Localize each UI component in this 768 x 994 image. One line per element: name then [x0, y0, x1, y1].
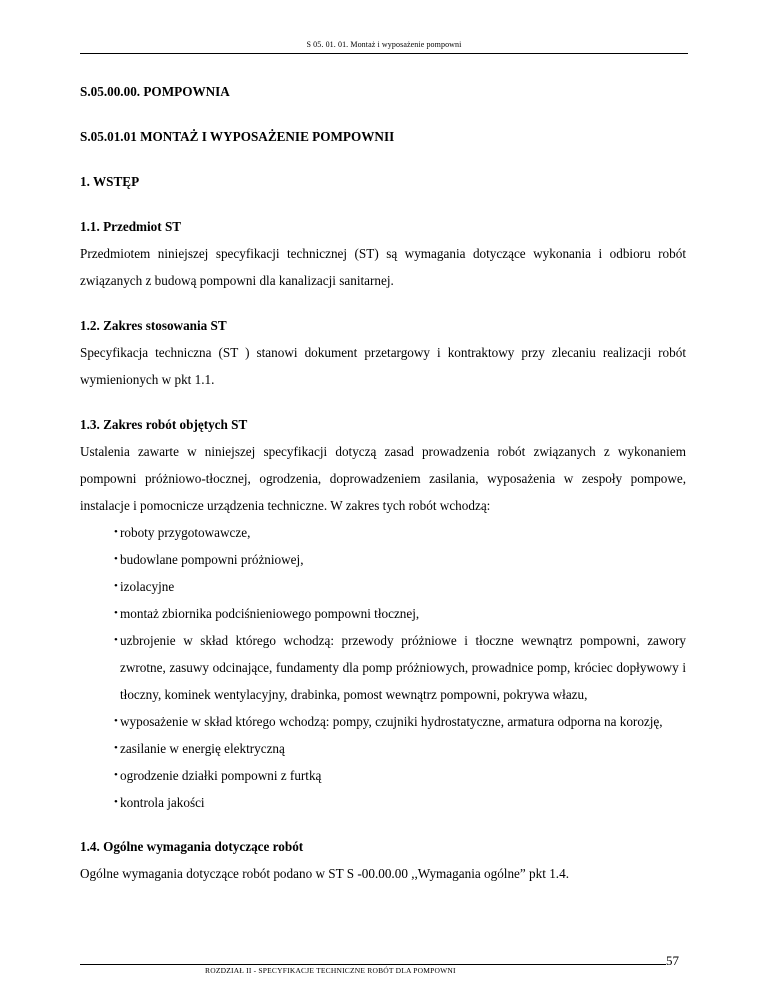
list-item: • roboty przygotowawcze,	[80, 519, 686, 546]
bullet-icon: •	[114, 526, 118, 538]
section-1-2-heading: 1.2. Zakres stosowania ST	[80, 318, 227, 333]
list-item: • zasilanie w energię elektryczną	[80, 735, 686, 762]
list-item: • montaż zbiornika podciśnieniowego pompowni tłocznej,	[80, 600, 686, 627]
document-body	[80, 78, 686, 887]
section-1-4-text: Ogólne wymagania dotyczące robót podano w ST S -00.00.00 ,,Wymagania ogólne” pkt 1.4.	[80, 866, 569, 881]
section-1-3-text: Ustalenia zawarte w niniejszej specyfikacji dotyczą zasad prowadzenia robót związanych z wykonaniem pompowni próżniowo-tłocznej, ogrodzenia, doprowadzeniem zasilania, wyposażenia w zespoły pompowe, instalacje i pomocnicze urządzenia techniczne. W zakres tych robót wchodzą:	[80, 444, 686, 513]
bullet-icon: •	[114, 580, 118, 592]
section-1-2-text: Specyfikacja techniczna (ST ) stanowi dokument przetargowy i kontraktowy przy zlecaniu realizacji robót wymienionych w pkt 1.1.	[80, 345, 686, 387]
bullet-icon: •	[114, 742, 118, 754]
bullet-icon: •	[114, 796, 118, 808]
section-1-1-text: Przedmiotem niniejszej specyfikacji technicznej (ST) są wymagania dotyczące wykonania i odbioru robót związanych z budową pompowni dla kanalizacji sanitarnej.	[80, 246, 686, 288]
page-number: 57	[666, 953, 679, 968]
footer-divider	[80, 964, 666, 965]
document-subtitle: S.05.01.01 MONTAŻ I WYPOSAŻENIE POMPOWNII	[80, 129, 395, 144]
list-item: • ogrodzenie działki pompowni z furtką	[80, 762, 686, 789]
bullet-icon: •	[114, 715, 118, 727]
section-1-heading: 1. WSTĘP	[80, 174, 140, 189]
scope-list	[80, 519, 686, 816]
bullet-icon: •	[114, 553, 118, 565]
header-divider	[80, 53, 688, 54]
bullet-icon: •	[114, 634, 118, 646]
document-title: S.05.00.00. POMPOWNIA	[80, 84, 230, 99]
list-item: • kontrola jakości	[80, 789, 686, 816]
section-1-4-heading: 1.4. Ogólne wymagania dotyczące robót	[80, 839, 304, 854]
running-header: S 05. 01. 01. Montaż i wyposażenie pompowni	[306, 40, 462, 49]
bullet-icon: •	[114, 769, 118, 781]
bullet-icon: •	[114, 607, 118, 619]
footer-chapter-title: ROZDZIAŁ II - SPECYFIKACJE TECHNICZNE ROBÓT DLA POMPOWNI	[205, 966, 456, 975]
list-item: • uzbrojenie w skład którego wchodzą: przewody próżniowe i tłoczne wewnątrz pompowni, zawory zwrotne, zasuwy odcinające, fundamenty dla pomp próżniowych, prowadnice pomp, króciec dopływowy i tłoczny, kominek wentylacyjny, drabinka, pomost wewnątrz pompowni, pokrywa włazu,	[80, 627, 686, 708]
list-item: • budowlane pompowni próżniowej,	[80, 546, 686, 573]
section-1-3-heading: 1.3. Zakres robót objętych ST	[80, 417, 248, 432]
list-item: • izolacyjne	[80, 573, 686, 600]
list-item: • wyposażenie w skład którego wchodzą: pompy, czujniki hydrostatyczne, armatura odporna na korozję,	[80, 708, 686, 735]
section-1-1-heading: 1.1. Przedmiot ST	[80, 219, 182, 234]
